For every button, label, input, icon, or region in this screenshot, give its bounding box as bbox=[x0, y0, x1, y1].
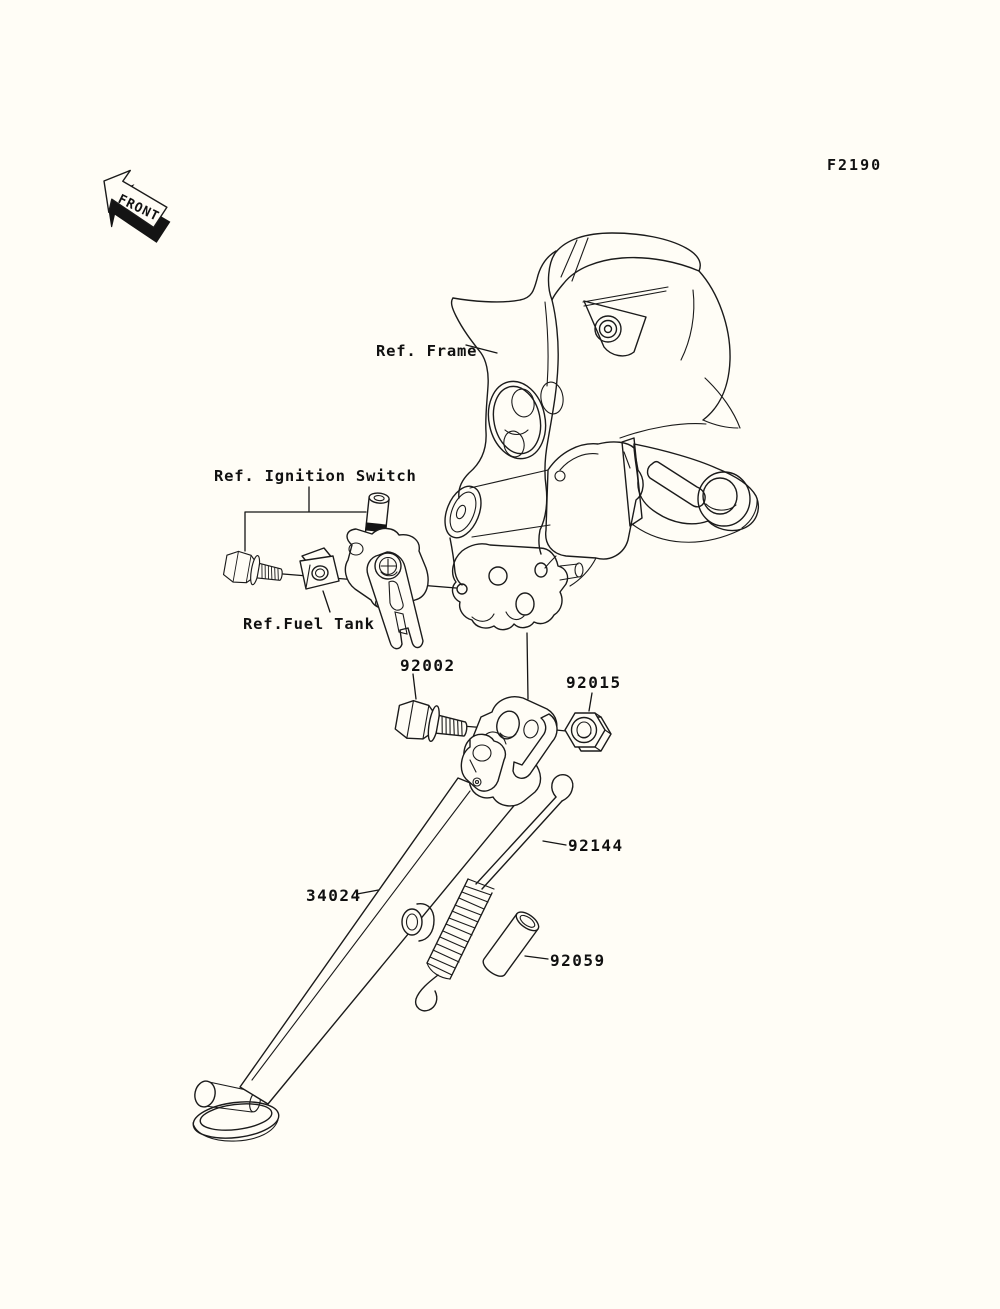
spring-post-hole bbox=[402, 909, 422, 935]
frame-drawing bbox=[438, 233, 758, 630]
side-stand bbox=[191, 697, 557, 1143]
part-number-label-nut: 92015 bbox=[566, 673, 622, 692]
spring-bottom-hook bbox=[416, 975, 438, 1011]
part-number-label-spring: 92144 bbox=[568, 836, 624, 855]
part-number-label-collar: 92059 bbox=[550, 951, 606, 970]
pivot-nut bbox=[565, 713, 611, 751]
front-arrow-label: FRONT bbox=[115, 192, 162, 225]
part-number-label-bolt: 92002 bbox=[400, 656, 456, 675]
ignition-bolt bbox=[223, 550, 285, 591]
part-number-label-stand: 34024 bbox=[306, 886, 362, 905]
collar bbox=[480, 908, 542, 979]
eye-hole bbox=[698, 472, 750, 526]
fuel-tank-clip bbox=[300, 548, 339, 589]
stand-leg bbox=[240, 778, 517, 1104]
ref-ignition-switch-label: Ref. Ignition Switch bbox=[214, 467, 417, 485]
front-arrow bbox=[87, 162, 182, 249]
ref-frame-label: Ref. Frame bbox=[376, 342, 478, 360]
spring-top-hook bbox=[552, 775, 573, 801]
pivot-bolt bbox=[394, 698, 470, 748]
ref-fuel-tank-label: Ref.Fuel Tank bbox=[243, 615, 375, 633]
figure-code-label: F2190 bbox=[827, 156, 883, 174]
